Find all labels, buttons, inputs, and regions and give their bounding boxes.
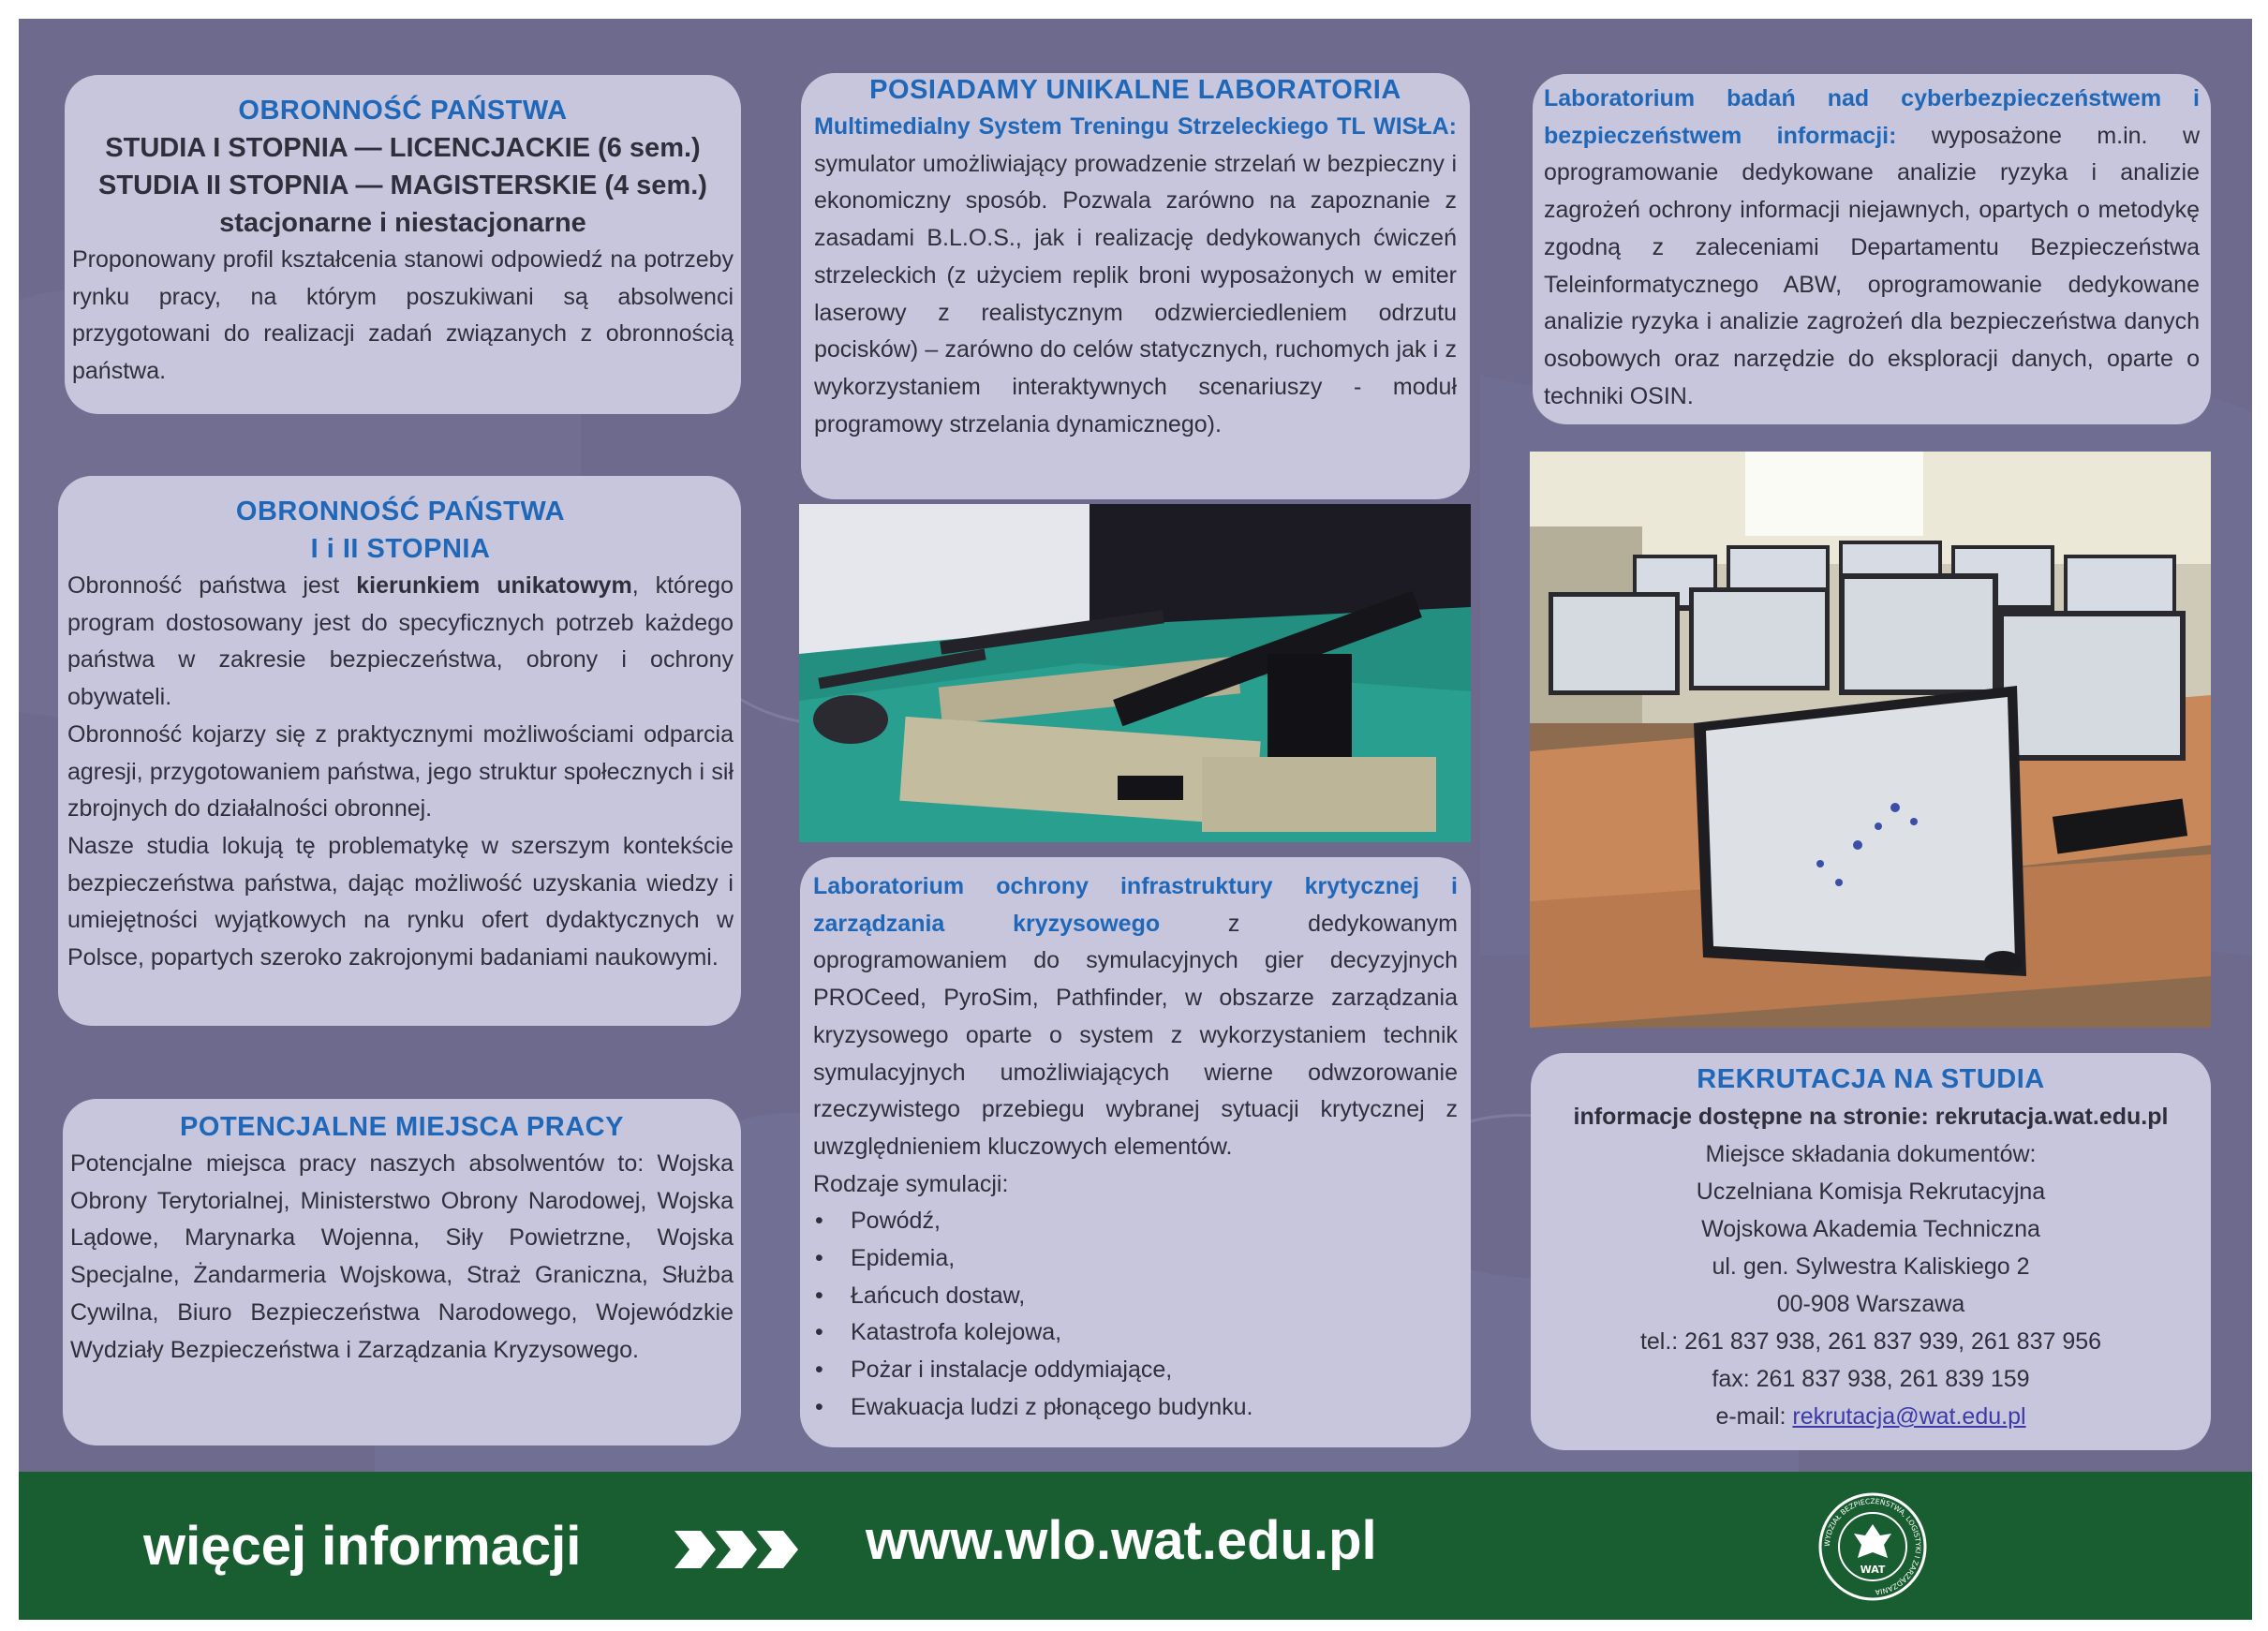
fax-line: fax: 261 837 938, 261 839 159 [1712, 1366, 2030, 1392]
card-career-options [63, 1099, 741, 1446]
card-body: Potencjalne miejsca pracy naszych absolwentów to: Wojska Obrony Terytorialnej, Ministerstwo Obrony Narodowej, Wojska Lądowe, Marynarka Wojenna, Siły Powietrzne, Wojska Specjalne, Żandarmeria Wojskowa, Straż Graniczna, Służba Cywilna, Biuro Bezpieczeństwa Narodowego, Wojewódzkie Wydziały Bezpieczeństwa i Zarządzania Kryzysowego. [70, 1150, 734, 1363]
studies-level-2: STUDIA II STOPNIA — MAGISTERSKIE (4 sem.) [98, 171, 707, 200]
email-line: e-mail: rekrutacja@wat.edu.pl [1715, 1403, 2026, 1430]
lab-name-wisla: Multimedialny System Treningu Strzeleckiego TL WISŁA: [814, 113, 1457, 140]
card-body [67, 568, 734, 977]
footer-bar [19, 1472, 2252, 1620]
list-item: • Powódź, [813, 1203, 1458, 1240]
card-body: Multimedialny System Treningu Strzeleckiego TL WISŁA: symulator umożliwiający prowadzenie strzelań w bezpieczny i ekonomiczny sposób. Pozwala zarówno na zapoznanie z zasadami B.L.O.S., jak i realizację dedykowanych ćwiczeń strzeleckich (z użyciem replik broni wyposażonych w emiter laserowy z realistycznym odzwierciedleniem odrzutu pocisków) – zarówno do celów statycznych, ruchomych jak i z wykorzystaniem interaktywnych scenariuszy - moduł programowy strzelania dynamicznego). [814, 113, 1457, 437]
computer-lab-image [1530, 452, 2211, 1028]
address-line: 00-908 Warszawa [1776, 1291, 1965, 1317]
paragraph-2: Obronność kojarzy się z praktycznymi możliwościami odparcia agresji, przygotowaniem państwa, jego struktur społecznych i sił zbrojnych do działalności obronnej. [67, 720, 734, 823]
card-studies-overview [65, 75, 741, 414]
card-cyber-lab [1533, 74, 2211, 424]
studies-level-1: STUDIA I STOPNIA — LICENCJACKIE (6 sem.) [105, 133, 701, 163]
card-body: Laboratorium ochrony infrastruktury krytycznej i zarządzania kryzysowego z dedykowanym oprogramowaniem do symulacyjnych gier decyzyjnych PROCeed, PyroSim, Pathfinder, w obszarze zarządzania kryzysowego oparte o system z wykorzystaniem technik symulacyjnych umożliwiających wierne odwzorowanie rzeczywistego przebiegu wybranej sytuacji krytycznej z uwzględnieniem kluczowych elementów. [813, 873, 1458, 1160]
card-body: Proponowany profil kształcenia stanowi odpowiedź na potrzeby rynku pracy, na którym poszukiwani są absolwenci przygotowani do realizacji zadań związanych z obronnością państwa. [72, 246, 734, 385]
list-item: • Pożar i instalacje oddymiające, [813, 1352, 1458, 1389]
card-field-description [58, 476, 741, 1026]
phone-line: tel.: 261 837 938, 261 837 939, 261 837 956 [1639, 1328, 2102, 1355]
card-recruitment [1531, 1053, 2211, 1450]
emphasis-text: kierunkiem unikatowym [356, 572, 632, 599]
more-info-label: więcej informacji [143, 1516, 582, 1577]
simulation-types-label: Rodzaje symulacji: [813, 1170, 1009, 1197]
card-title: POSIADAMY UNIKALNE LABORATORIA [869, 75, 1401, 105]
address-line: ul. gen. Sylwestra Kaliskiego 2 [1712, 1253, 2030, 1280]
list-item: • Epidemia, [813, 1240, 1458, 1278]
card-crisis-lab [800, 857, 1471, 1447]
card-title: OBRONNOŚĆ PAŃSTWA [235, 497, 566, 526]
list-item: • Łańcuch dostaw, [813, 1278, 1458, 1315]
card-laboratories [801, 73, 1470, 499]
card-subtitle: I i II STOPNIA [310, 534, 491, 564]
website-link[interactable]: www.wlo.wat.edu.pl [866, 1510, 1377, 1571]
simulation-list [813, 1203, 1458, 1426]
card-body: Laboratorium badań nad cyberbezpieczeństwem i bezpieczeństwem informacji: wyposażone m.in. w oprogramowanie dedykowane analizie ryzyka i analizie zagrożeń ochrony informacji niejawnych, opartych o metodykę zgodną z zaleceniami Departamentu Bezpieczeństwa Teleinformatycznego ABW, oprogramowanie dedykowane analizie ryzyka i analizie zagrożeń dla bezpieczeństwa danych osobowych oraz narzędzie do eksploracji danych, oparte o techniki OSIN. [1544, 85, 2200, 409]
faculty-seal-logo [1816, 1490, 1929, 1603]
lab-name-cyber: Laboratorium badań nad cyberbezpieczeństwem i bezpieczeństwem informacji: [1544, 85, 2200, 149]
lab-name-crisis: Laboratorium ochrony infrastruktury krytycznej i zarządzania kryzysowego [813, 873, 1458, 937]
card-title: POTENCJALNE MIEJSCA PRACY [180, 1112, 624, 1142]
studies-mode: stacjonarne i niestacjonarne [219, 208, 586, 238]
address-line: Uczelniana Komisja Rekrutacyjna [1696, 1179, 2046, 1205]
list-item: • Ewakuacja ludzi z płonącego budynku. [813, 1389, 1458, 1427]
photo-shooting-simulator [799, 504, 1471, 842]
list-item: • Katastrofa kolejowa, [813, 1314, 1458, 1352]
address-line: Miejsce składania dokumentów: [1705, 1141, 2037, 1167]
photo-computer-lab [1530, 452, 2211, 1028]
address-line: Wojskowa Akademia Techniczna [1701, 1216, 2040, 1242]
email-link[interactable]: rekrutacja@wat.edu.pl [1792, 1403, 2026, 1430]
card-title: OBRONNOŚĆ PAŃSTWA [238, 96, 568, 126]
svg-text:WYDZIAŁ BEZPIECZEŃSTWA, LOGIST: WYDZIAŁ BEZPIECZEŃSTWA, LOGISTYKI I ZARZĄDZANIA [1822, 1496, 1923, 1596]
shooting-lab-image [799, 504, 1471, 842]
paragraph-3: Nasze studia lokują tę problematykę w szerszym kontekście bezpieczeństwa państwa, dając możliwość uzyskania wiedzy i umiejętności wyjątkowych na rynku ofert dydaktycznych w Polsce, popartych szeroko zakrojonymi badaniami naukowymi. [67, 832, 734, 971]
recruitment-info: informacje dostępne na stronie: rekrutacja.wat.edu.pl [1573, 1104, 2169, 1130]
paragraph-1: Obronność państwa jest kierunkiem unikatowym, którego program dostosowany jest do specyficznych potrzeb każdego państwa w zakresie bezpieczeństwa, obrony i ochrony obywateli. [67, 572, 734, 711]
card-title: REKRUTACJA NA STUDIA [1697, 1064, 2045, 1094]
triple-chevron-icon [674, 1526, 806, 1573]
seal-center-text: WAT [1860, 1564, 1886, 1576]
